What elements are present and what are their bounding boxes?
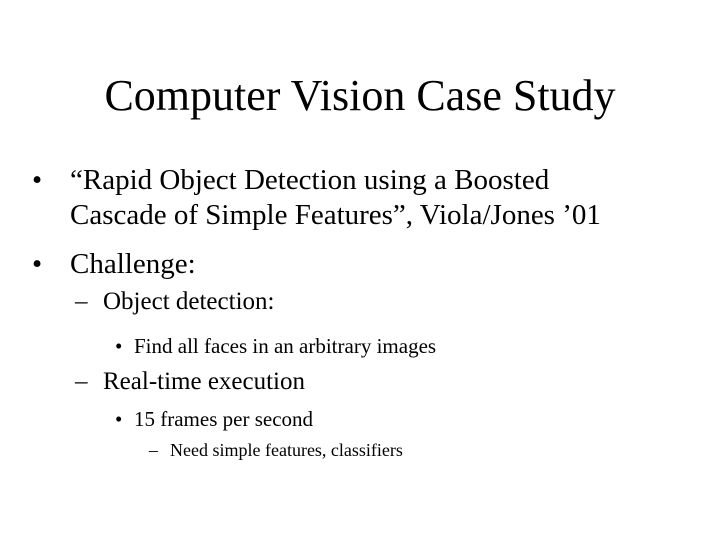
bullet-marker: •: [115, 407, 123, 431]
sub-sub-item-text: Find all faces in an arbitrary images: [134, 334, 437, 358]
sub-item-text: Real-time execution: [103, 368, 306, 395]
bullet-text-line-1: “Rapid Object Detection using a Boosted: [70, 164, 550, 196]
sub-item-text: Object detection:: [103, 288, 275, 315]
bullet-marker: •: [115, 334, 123, 358]
bullet-text: Challenge:: [70, 248, 196, 280]
dash-marker: –: [75, 368, 88, 395]
dash-marker: –: [149, 440, 158, 460]
bullet-marker: •: [32, 164, 43, 196]
level-4-item-text: Need simple features, classifiers: [170, 440, 403, 460]
bullet-marker: •: [32, 248, 43, 280]
dash-marker: –: [75, 288, 88, 315]
slide-title: Computer Vision Case Study: [104, 71, 616, 120]
sub-sub-item-text: 15 frames per second: [134, 407, 314, 431]
bullet-text-line-2: Cascade of Simple Features”, Viola/Jones ’01: [70, 199, 601, 231]
